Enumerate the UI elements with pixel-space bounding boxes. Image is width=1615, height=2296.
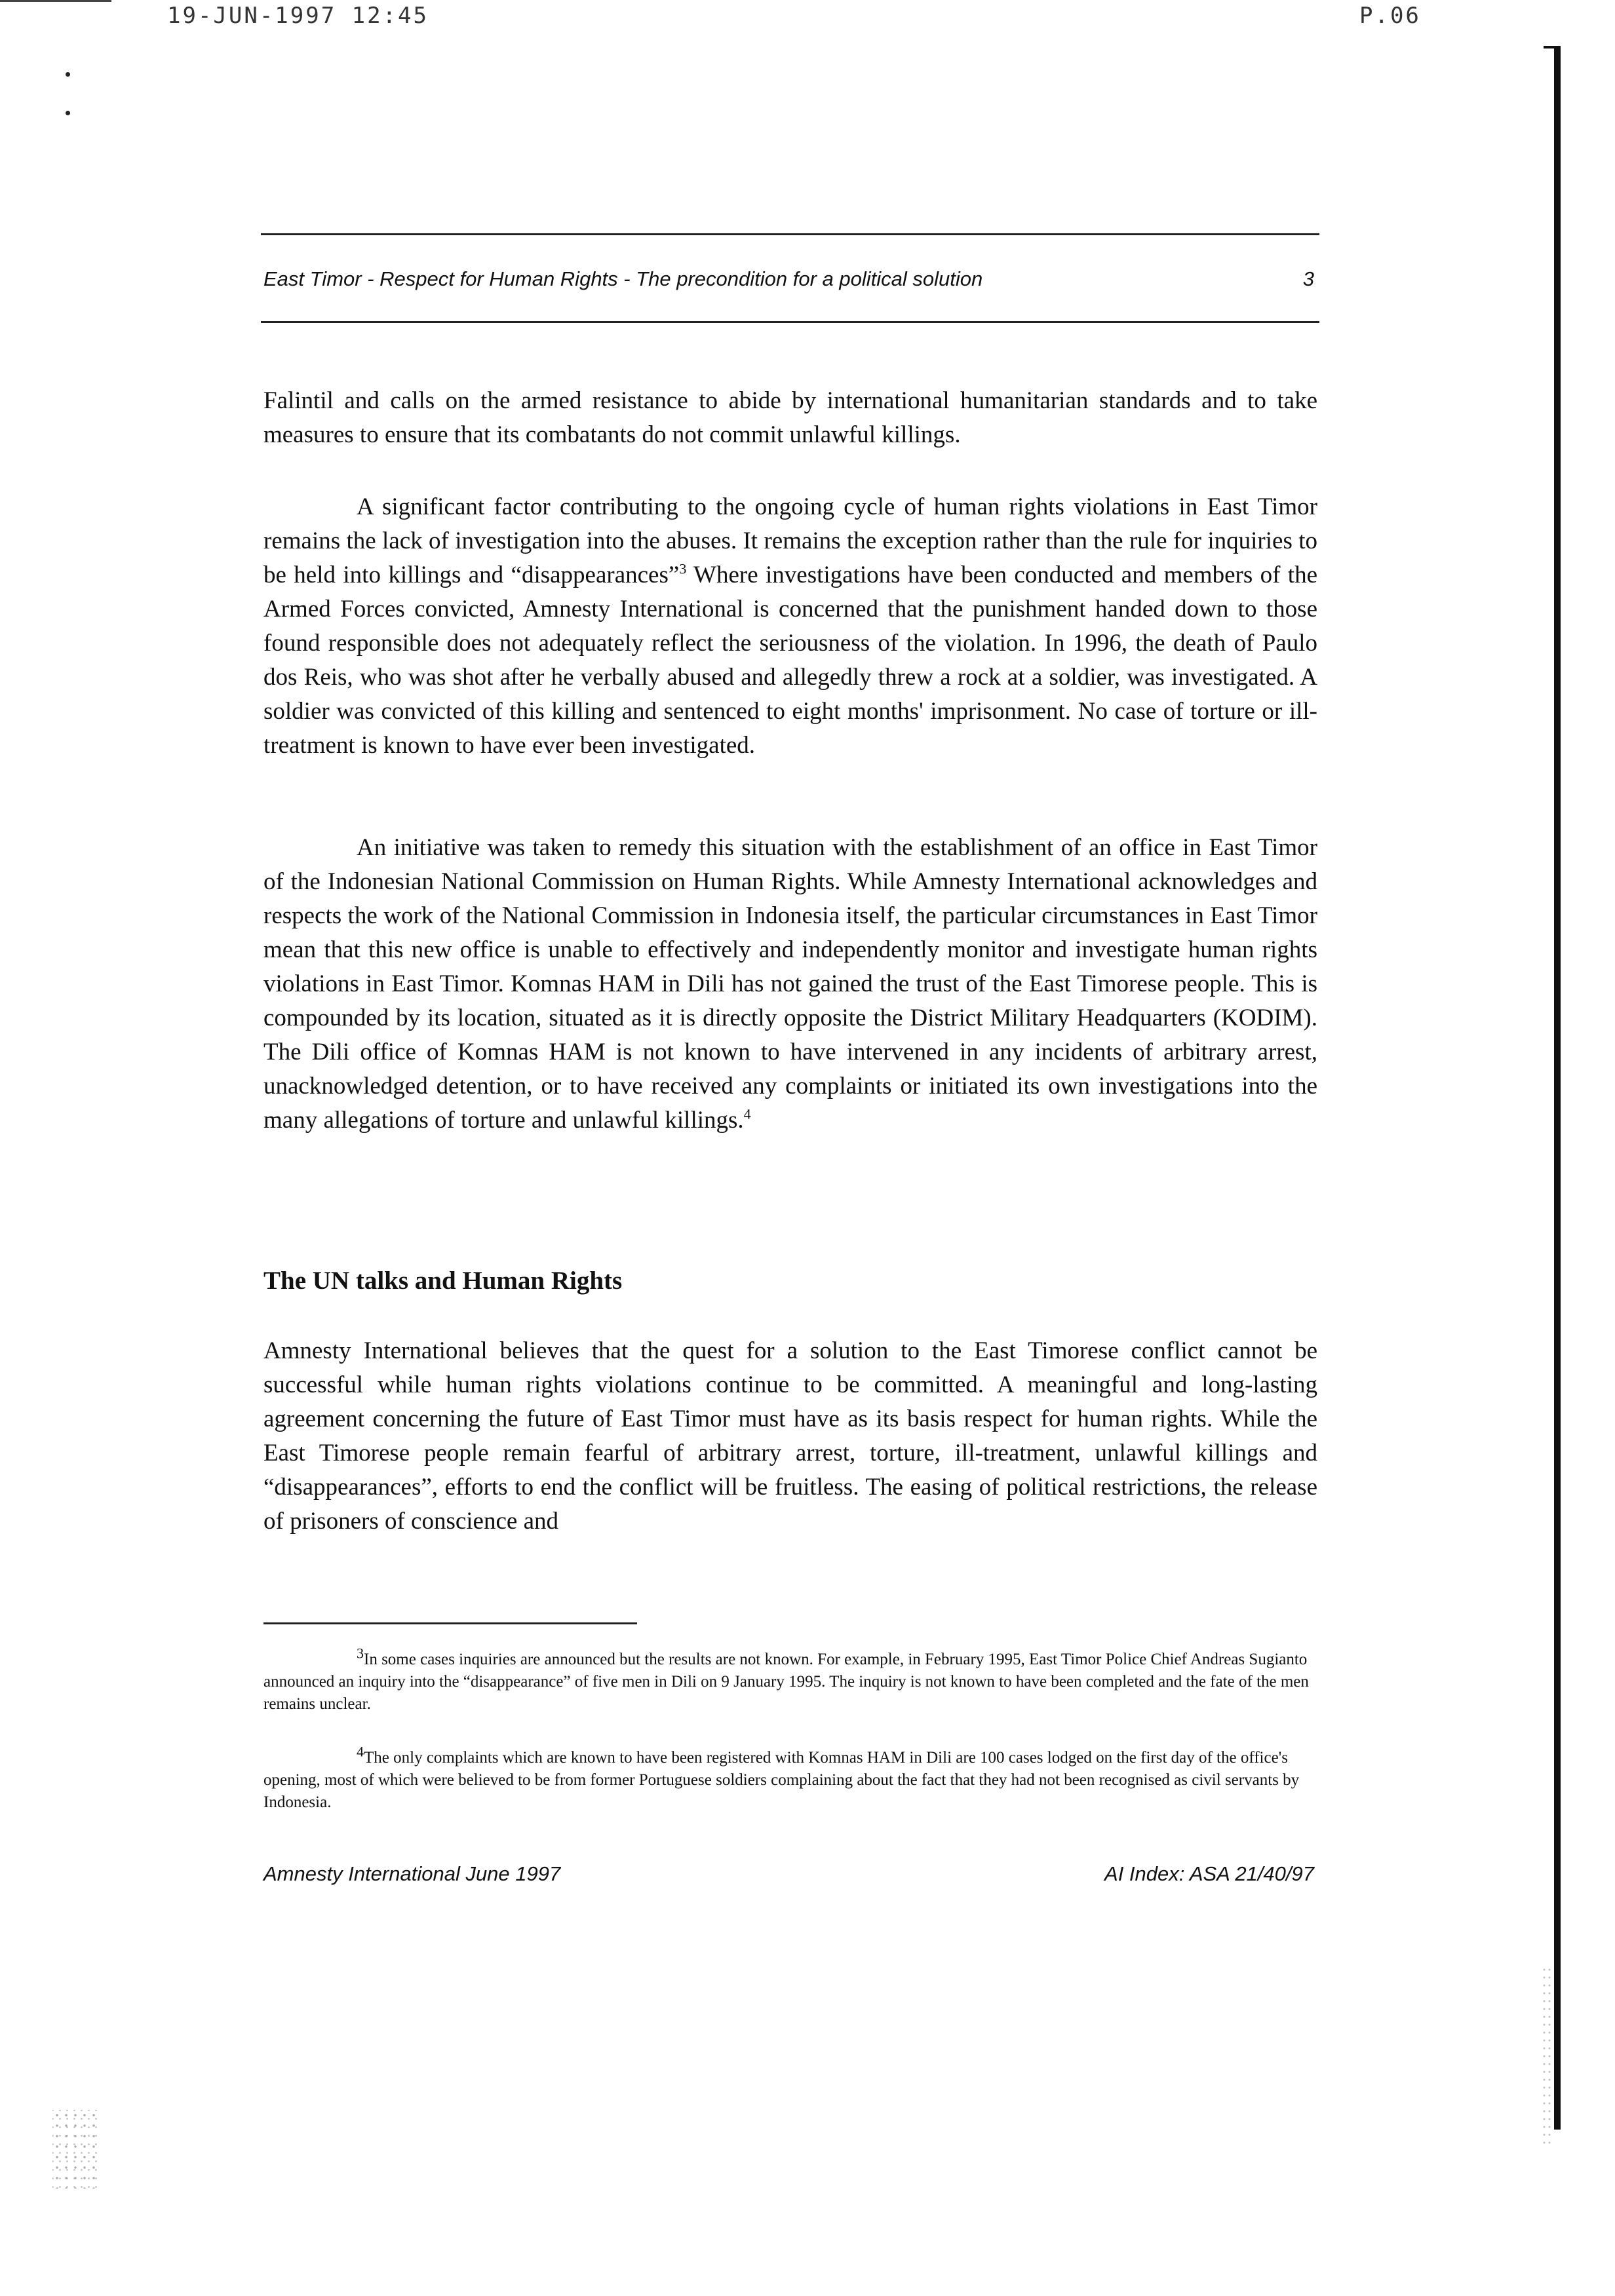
header-top-rule <box>261 233 1319 235</box>
scan-edge-bar <box>1554 46 1561 2130</box>
fax-page-number: P.06 <box>1359 3 1421 29</box>
scan-noise <box>1542 1966 1552 2149</box>
header-title: East Timor - Respect for Human Rights - The precondition for a political solution <box>263 267 983 290</box>
footer-ai-index: AI Index: ASA 21/40/97 <box>1104 1862 1314 1885</box>
paragraph-text: Falintil and calls on the armed resistance to abide by international humanitarian standards and to take measures to ensure that its combatants do not commit unlawful killings. <box>263 387 1317 448</box>
footnote-3 <box>263 1645 1319 1715</box>
paragraph-text: An initiative was taken to remedy this situation with the establishment of an office in East Timor of the Indonesian National Commission on Human Rights. While Amnesty International acknowledges and respects the work of the National Commission in Indonesia itself, the particular circumstances in East Timor mean that this new office is unable to effectively and independently monitor and investigate human rights violations in East Timor. Komnas HAM in Dili has not gained the trust of the East Timorese people. This is compounded by its location, situated as it is directly opposite the District Military Headquarters (KODIM). The Dili office of Komnas HAM is not known to have intervened in any incidents of arbitrary arrest, unacknowledged detention, or to have received any complaints or initiated its own investigations into the many allegations of torture and unlawful killings. <box>263 834 1317 1134</box>
section-heading: The UN talks and Human Rights <box>263 1267 623 1295</box>
footnote-marker: 4 <box>357 1743 364 1760</box>
paragraph-investigation <box>263 490 1317 763</box>
scan-margin-marks <box>66 72 70 149</box>
page-footer <box>261 1862 1319 1895</box>
running-header <box>261 233 1319 325</box>
fax-transmission-header <box>0 0 1615 39</box>
paragraph-falintil <box>263 384 1317 452</box>
paragraph-text: Where investigations have been conducted and members of the Armed Forces convicted, Amnesty International is concerned that the punishment handed down to those found responsible does not adequately reflect the seriousness of the violation. In 1996, the death of Paulo dos Reis, who was shot after he verbally abused and allegedly threw a rock at a soldier, was investigated. A soldier was convicted of this killing and sentenced to eight months' imprisonment. No case of torture or ill-treatment is known to have ever been investigated. <box>263 562 1317 759</box>
scan-dot <box>66 111 70 115</box>
footer-publisher-date: Amnesty International June 1997 <box>263 1862 561 1885</box>
scan-dot <box>66 72 70 77</box>
paragraph-text: A significant factor contributing to the ongoing cycle of human rights violations in East Timor remains the lack of investigation into the abuses. It remains the exception rather than the rule for inquiries to be held into killings and “disappearances” <box>263 493 1317 588</box>
footnote-text: The only complaints which are known to have been registered with Komnas HAM in Dili are 100 cases lodged on the first day of the office's opening, most of which were believed to be from former Portuguese soldiers complaining about the fact that they had not been recognised as civil servants by Indonesia. <box>263 1749 1300 1811</box>
footnote-ref-3[interactable]: 3 <box>679 560 687 577</box>
fax-timestamp: 19-JUN-1997 12:45 <box>167 3 429 29</box>
header-page-number: 3 <box>1302 267 1314 290</box>
paragraph-komnas-ham <box>263 831 1317 1138</box>
fax-edge-line <box>0 0 111 2</box>
paragraph-text: Amnesty International believes that the quest for a solution to the East Timorese conflict cannot be successful while human rights violations continue to be committed. A meaningful and long-lasting agreement concerning the future of East Timor must have as its basis respect for human rights. While the East Timorese people remain fearful of arbitrary arrest, torture, ill-treatment, unlawful killings and “disappearances”, efforts to end the conflict will be fruitless. The easing of political restrictions, the release of prisoners of conscience and <box>263 1337 1317 1535</box>
footnote-separator <box>263 1622 637 1624</box>
scan-noise <box>52 2110 98 2189</box>
footnote-4 <box>263 1743 1319 1814</box>
header-bottom-rule <box>261 321 1319 323</box>
footnote-text: In some cases inquiries are announced but the results are not known. For example, in February 1995, East Timor Police Chief Andreas Sugianto announced an inquiry into the “disappearance” of five men in Dili on 9 January 1995. The inquiry is not known to have been completed and the fate of the men remains unclear. <box>263 1651 1309 1713</box>
footnote-ref-4[interactable]: 4 <box>743 1105 751 1122</box>
paragraph-un-talks <box>263 1334 1317 1539</box>
footnote-marker: 3 <box>357 1645 364 1662</box>
